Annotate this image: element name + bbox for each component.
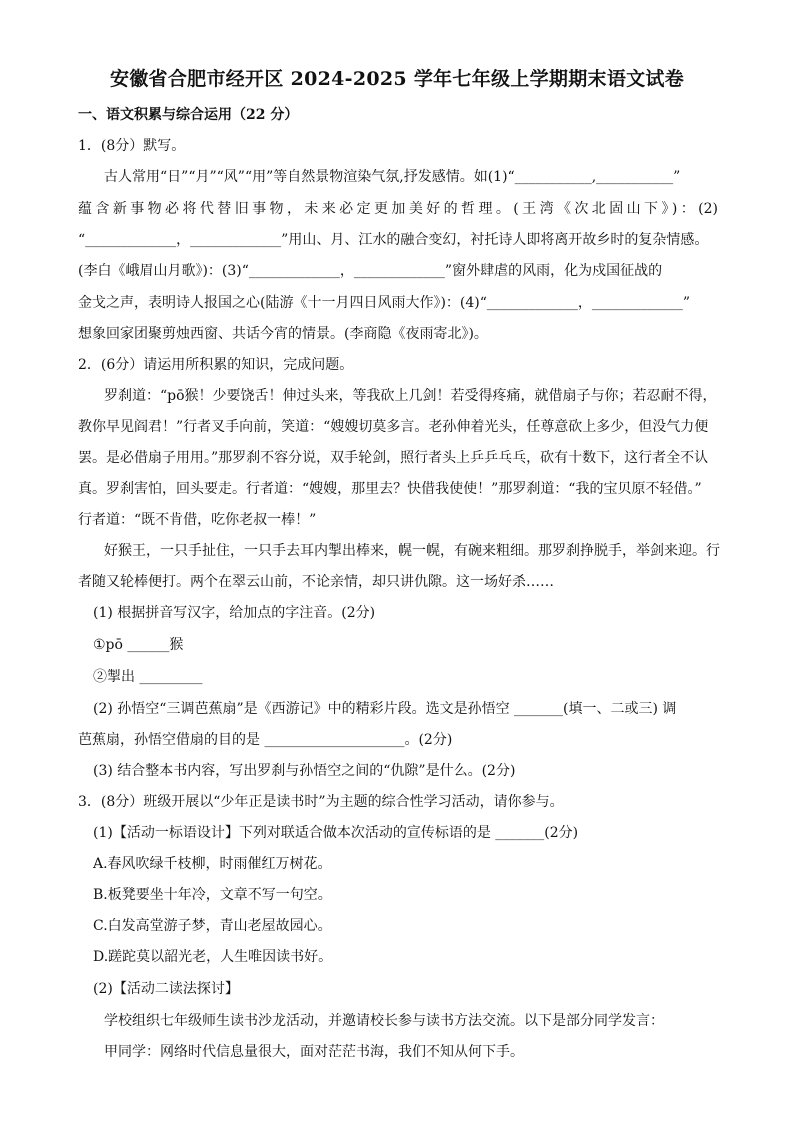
- q3-sub2: (2)【活动二读法探讨】: [93, 981, 239, 997]
- q1-header: 1．(8分）默写。: [78, 138, 186, 154]
- q2-passage-line-1: 罗刹道：“pō猴！少要饶舌！伸过头来，等我砍上几剑！若受得疼痛，就借扇子与你；若忍耐不得，: [104, 388, 717, 404]
- q2-sub2-line-2: 芭蕉扇，孙悟空借扇的目的是 ____________________。(2分): [78, 732, 453, 748]
- q2-passage-line-4: 真。罗刹害怕，回头要走。行者道：“嫂嫂，那里去？快借我使使！”那罗刹道：“我的宝贝原不轻借。”: [78, 481, 702, 497]
- q2-passage-line-2: 教你早见阎君！”行者叉手向前，笑道：“嫂嫂切莫多言。老孙伸着光头，任尊意砍上多少，但没气力便: [78, 419, 709, 435]
- q2-passage2-line-1: 好猴王，一只手扯住，一只手去耳内掣出棒来，幌一幌，有碗来粗细。那罗刹挣脱手，举剑来迎。行: [104, 543, 720, 559]
- q1-line-3: “_____________，_____________”用山、月、江水的融合变幻，衬托诗人即将离开故乡时的复杂情感。: [78, 232, 709, 248]
- q1-line-6: 想象回家团聚剪烛西窗、共话今宵的情景。(李商隐《夜雨寄北》)。: [78, 326, 488, 342]
- q2-sub1-a: ①pō ______猴: [93, 637, 184, 653]
- q1-line-4: (李白《峨眉山月歌》)：(3)“_____________，_____________”窗外肆虐的风雨，化为戍国征战的: [78, 263, 663, 279]
- q3-sub2-jia: 甲同学：网络时代信息量很大，面对茫茫书海，我们不知从何下手。: [104, 1044, 524, 1060]
- q2-header: 2．(6分）请运用所积累的知识，完成问题。: [78, 357, 354, 373]
- q2-sub3: (3) 结合整本书内容，写出罗刹与孙悟空之间的“仇隙”是什么。(2分): [93, 763, 516, 779]
- q2-sub2-line-1: (2) 孙悟空“三调芭蕉扇”是《西游记》中的精彩片段。选文是孙悟空 _______(填一、二或三) 调: [93, 701, 677, 717]
- exam-title: 安徽省合肥市经开区 2024-2025 学年七年级上学期期末语文试卷: [109, 68, 685, 90]
- q2-sub1-b: ②掣出 _________: [93, 669, 203, 685]
- q3-option-a: A.春风吹绿千枝柳，时雨催红万树花。: [93, 856, 332, 872]
- q1-line-1: 古人常用“日”“月”“风”“用”等自然景物渲染气氛,抒发感情。如(1)“___________,___________”: [104, 169, 681, 185]
- q1-line-5: 金戈之声，表明诗人报国之心(陆游《十一月四日风雨大作》)：(4)“_____________，_____________”: [78, 295, 691, 311]
- q3-sub1: (1)【活动一标语设计】下列对联适合做本次活动的宣传标语的是 _______(2分): [93, 825, 579, 841]
- q3-option-d: D.蹉跎莫以韶光老，人生唯因读书好。: [93, 949, 333, 965]
- q3-sub2-text: 学校组织七年级师生读书沙龙活动，并邀请校长参与读书方法交流。以下是部分同学发言：: [104, 1013, 664, 1029]
- q3-option-c: C.白发高堂游子梦，青山老屋故园心。: [93, 918, 332, 934]
- q1-line-2: 蕴含新事物必将代替旧事物，未来必定更加美好的哲理。(王湾《次北固山下》)：(2): [78, 201, 718, 217]
- q2-passage-line-5: 行者道：“既不肯借，吃你老叔一棒！”: [78, 512, 317, 528]
- q2-passage-line-3: 罢。是必借扇子用用。”那罗刹不容分说，双手轮剑，照行者头上乒乒乓乓，砍有十数下，这行者全不认: [78, 450, 709, 466]
- q2-passage2-line-2: 者随又轮棒便打。两个在翠云山前，不论亲情，却只讲仇隙。这一场好杀……: [78, 574, 554, 590]
- q3-option-b: B.板凳要坐十年冷，文章不写一句空。: [93, 887, 332, 903]
- section-heading: 一、语文积累与综合运用（22 分）: [78, 107, 299, 123]
- q3-header: 3．(8分）班级开展以“少年正是读书时”为主题的综合性学习活动，请你参与。: [78, 794, 564, 810]
- q2-sub1: (1) 根据拼音写汉字，给加点的字注音。(2分): [93, 605, 376, 621]
